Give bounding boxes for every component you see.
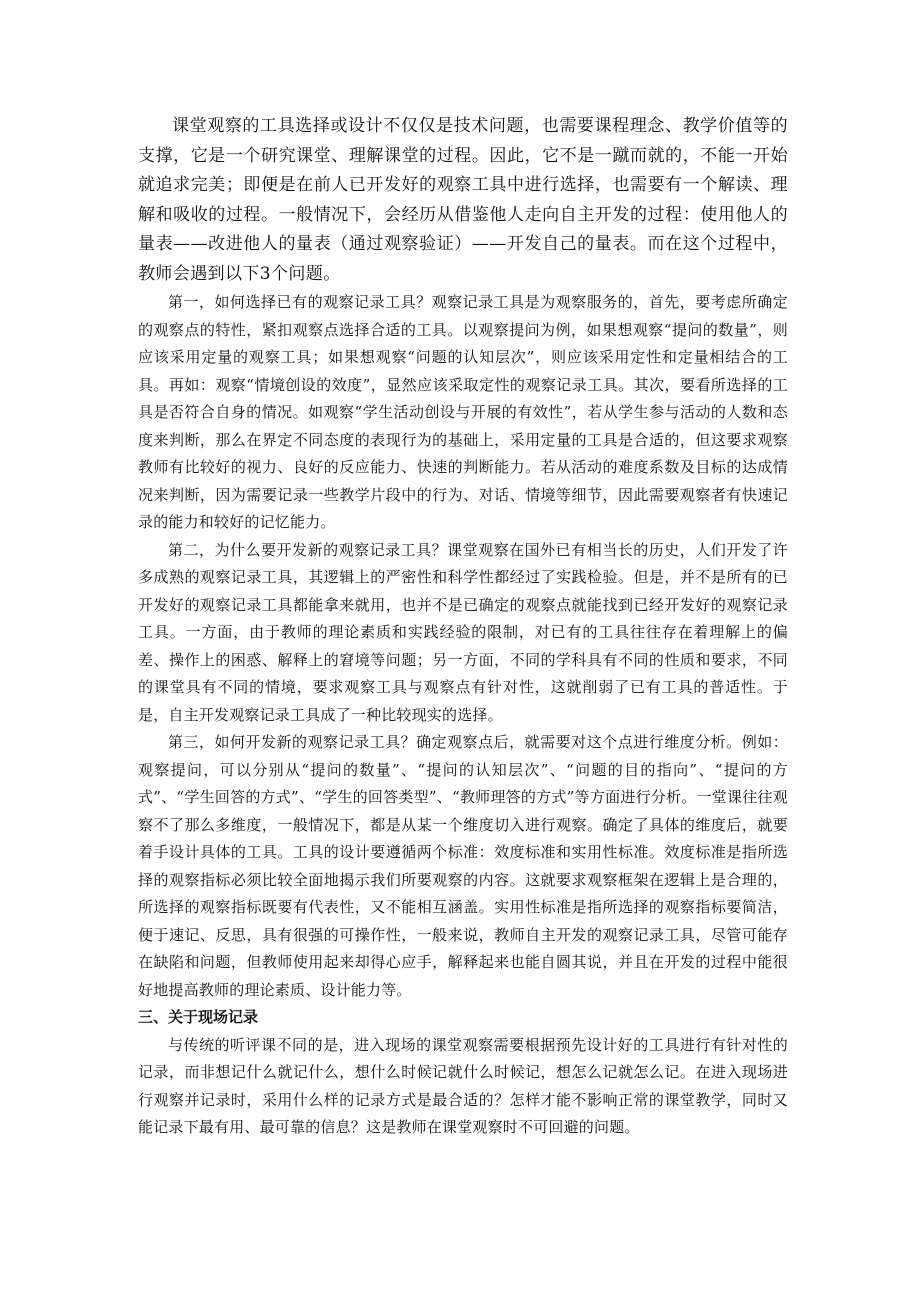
paragraph-first-question: 第一，如何选择已有的观察记录工具？观察记录工具是为观察服务的，首先，要考虑所确定的观察点的特性，紧扣观察点选择合适的工具。以观察提问为例，如果想观察“提问的数量”，则应该采用定量的观察工具；如果想观察“问题的认知层次”，则应该采用定性和定量相结合的工具。再如：观察“情境创设的效度”，显然应该采取定性的观察记录工具。其次，要看所选择的工具是否符合自身的情况。如观察“学生活动创设与开展的有效性”，若从学生参与活动的人数和态度来判断，那么在界定不同态度的表现行为的基础上，采用定量的工具是合适的，但这要求观察教师有比较好的视力、良好的反应能力、快速的判断能力。若从活动的难度系数及目标的达成情况来判断，因为需要记录一些教学片段中的行为、对话、情境等细节，因此需要观察者有快速记录的能力和较好的记忆能力。 bbox=[138, 293, 788, 531]
section-heading: 三、关于现场记录 bbox=[138, 1008, 259, 1026]
paragraph-third-question: 第三，如何开发新的观察记录工具？确定观察点后，就需要对这个点进行维度分析。例如：观察提问，可以分别从“提问的数量”、“提问的认知层次”、“问题的目的指向”、“提问的方式”、“学生回答的方式”、“学生的回答类型”、“教师理答的方式”等方面进行分析。一堂课往往观察不了那么多维度，一般情况下，都是从某一个维度切入进行观察。确定了具体的维度后，就要着手设计具体的工具。工具的设计要遵循两个标准：效度标准和实用性标准。效度标准是指所选择的观察指标必须比较全面地揭示我们所要观察的内容。这就要求观察框架在逻辑上是合理的，所选择的观察指标既要有代表性，又不能相互涵盖。实用性标准是指所选择的观察指标要简洁，便于速记、反思，具有很强的可操作性，一般来说，教师自主开发的观察记录工具，尽管可能存在缺陷和问题，但教师使用起来却得心应手，解释起来也能自圆其说，并且在开发的过程中能很好地提高教师的理论素质、设计能力等。 bbox=[138, 733, 788, 999]
document-page bbox=[138, 112, 788, 1142]
paragraph-second-question: 第二，为什么要开发新的观察记录工具？课堂观察在国外已有相当长的历史，人们开发了许多成熟的观察记录工具，其逻辑上的严密性和科学性都经过了实践检验。但是，并不是所有的已开发好的观察记录工具都能拿来就用，也并不是已确定的观察点就能找到已经开发好的观察记录工具。一方面，由于教师的理论素质和实践经验的限制，对已有的工具往往存在着理解上的偏差、操作上的困惑、解释上的窘境等问题；另一方面，不同的学科具有不同的性质和要求，不同的课堂具有不同的情境，要求观察工具与观察点有针对性，这就削弱了已有工具的普适性。于是，自主开发观察记录工具成了一种比较现实的选择。 bbox=[138, 540, 788, 724]
section-paragraph: 与传统的听评课不同的是，进入现场的课堂观察需要根据预先设计好的工具进行有针对性的记录，而非想记什么就记什么，想什么时候记就什么时候记，想怎么记就怎么记。在进入现场进行观察并记录时，采用什么样的记录方式是最合适的？怎样才能不影响正常的课堂教学，同时又能记录下最有用、最可靠的信息？这是教师在课堂观察时不可回避的问题。 bbox=[138, 1035, 788, 1136]
intro-paragraph: 课堂观察的工具选择或设计不仅仅是技术问题，也需要课程理念、教学价值等的支撑，它是一个研究课堂、理解课堂的过程。因此，它不是一蹴而就的，不能一开始就追求完美；即便是在前人已开发好的观察工具中进行选择，也需要有一个解读、理解和吸收的过程。一般情况下，会经历从借鉴他人走向自主开发的过程：使用他人的量表——改进他人的量表（通过观察验证）——开发自己的量表。而在这个过程中，教师会遇到以下3个问题。 bbox=[138, 116, 788, 284]
